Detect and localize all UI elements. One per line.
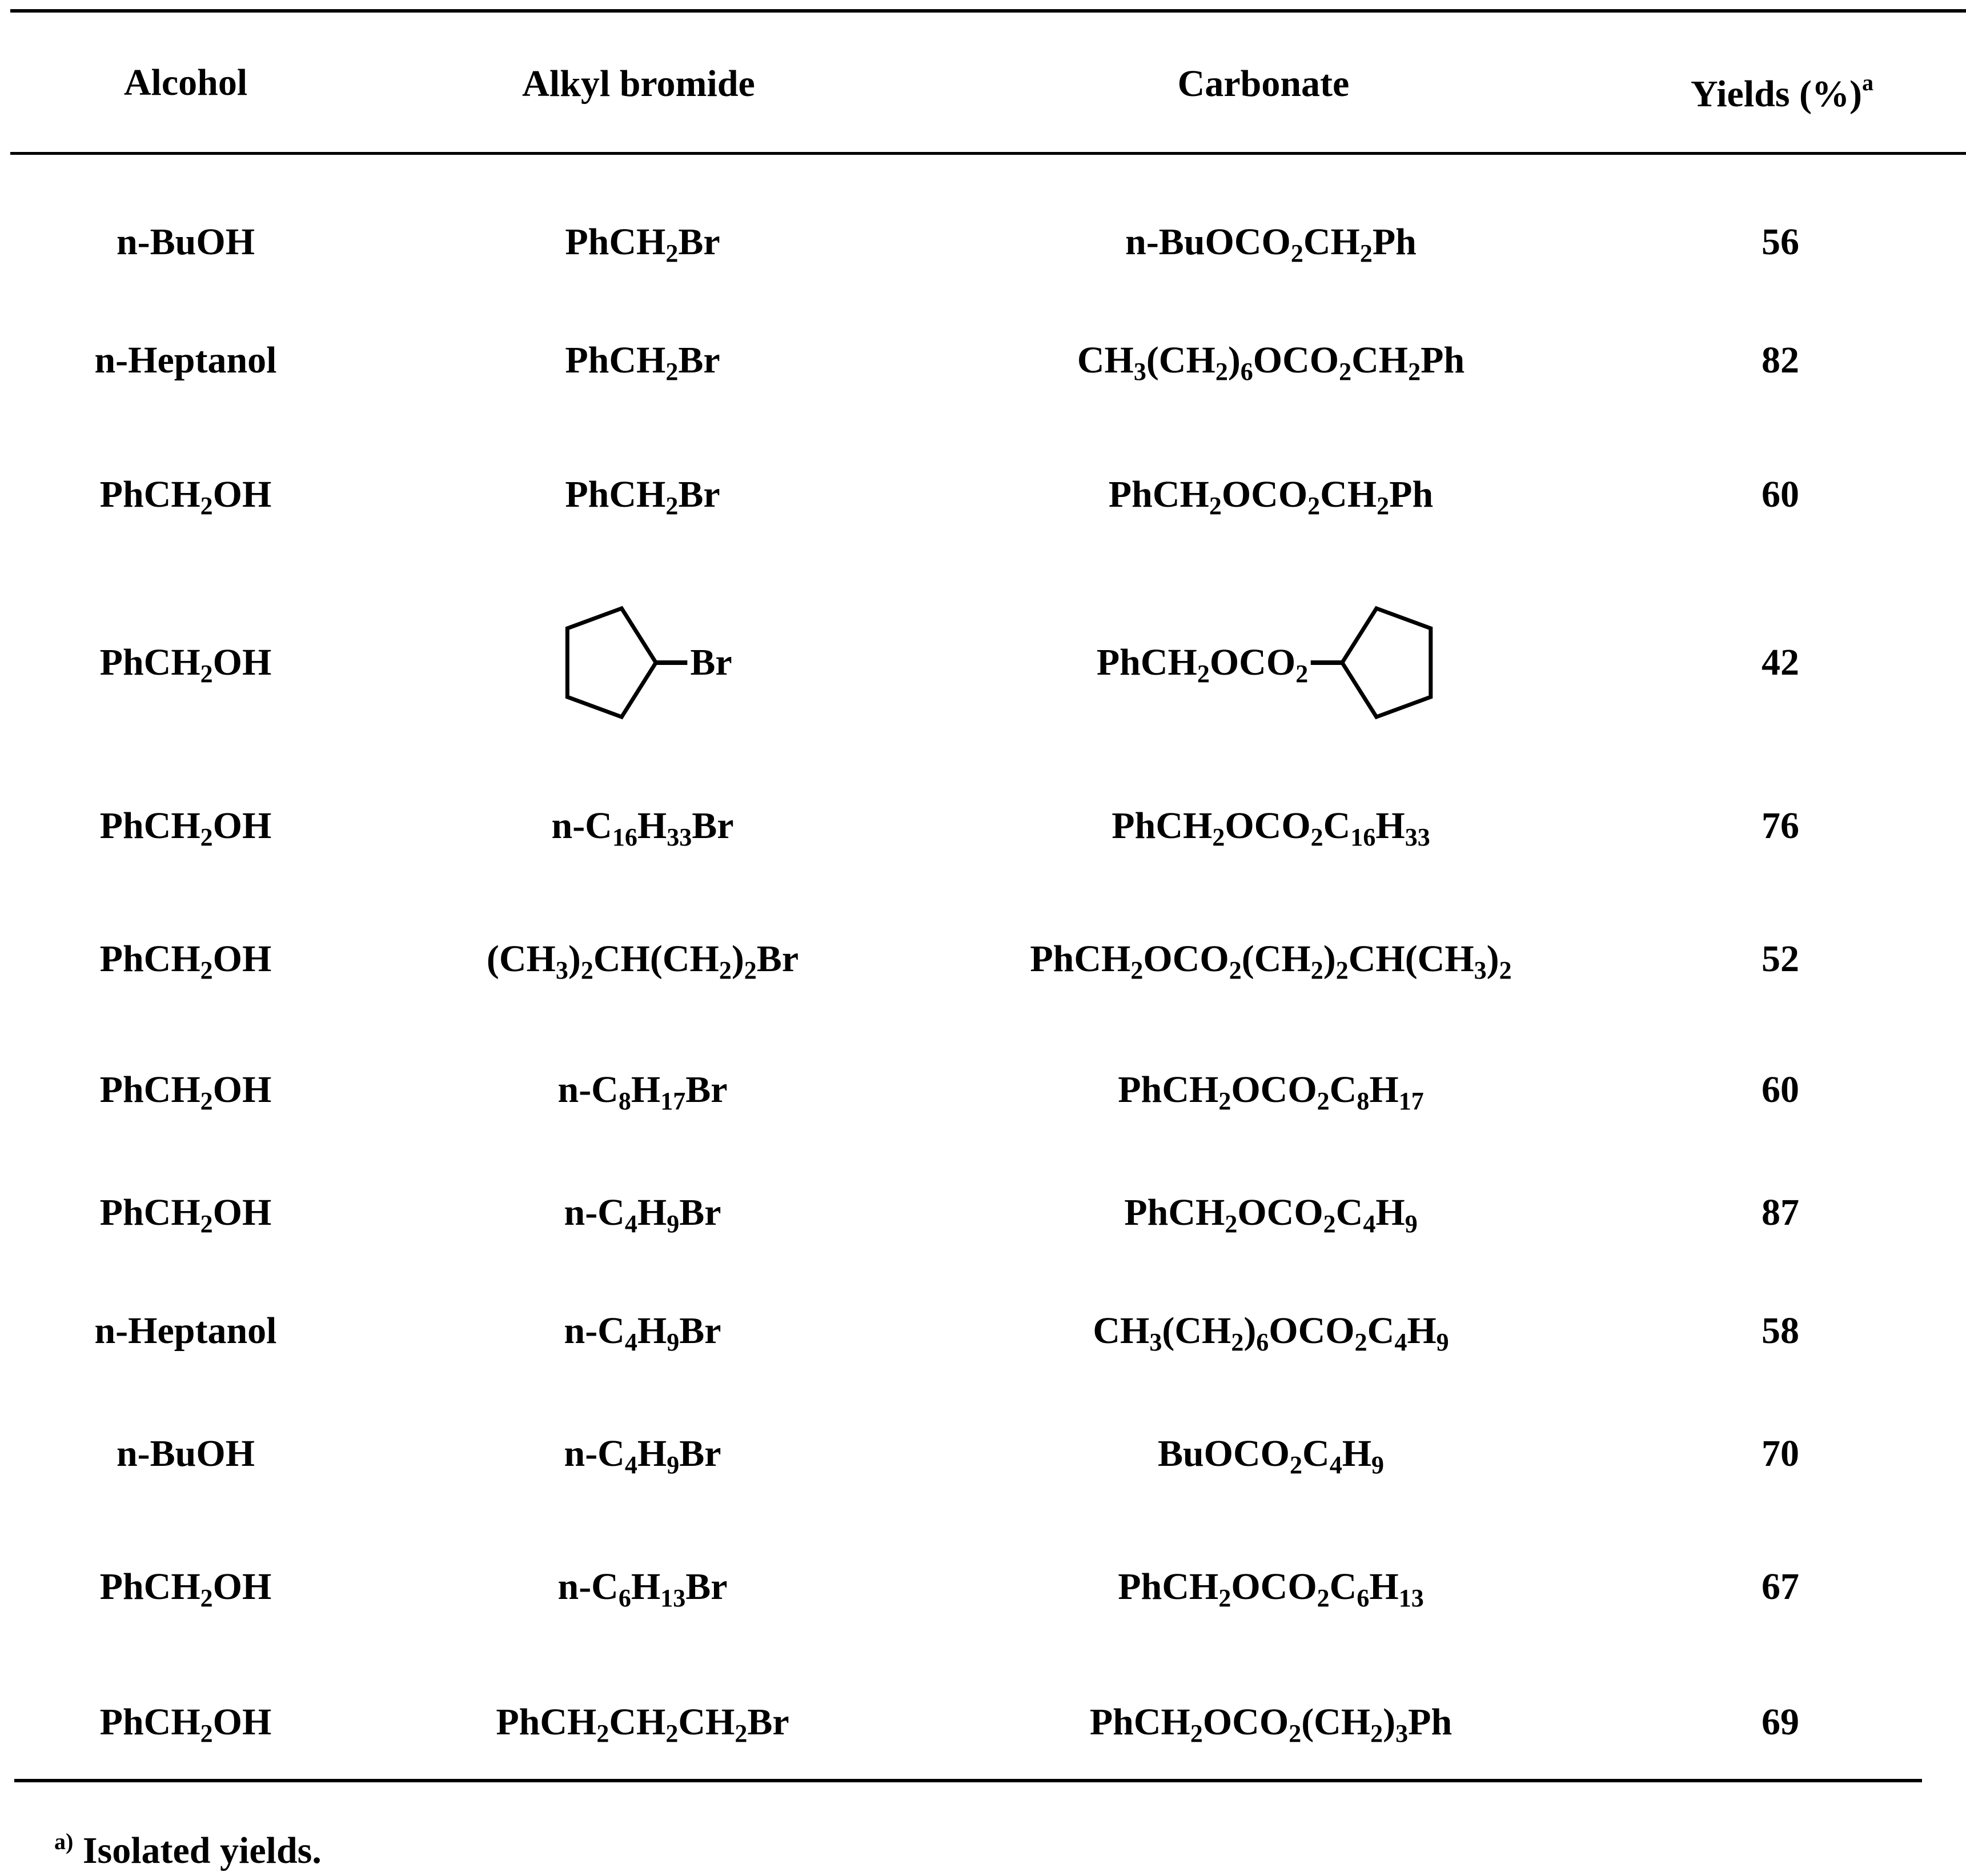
cell-yield: 60 — [1762, 474, 1799, 515]
cell-carbonate — [1118, 1566, 1424, 1613]
cell-yield: 67 — [1762, 1566, 1799, 1608]
formula-text: $PhCH_2OCO_2$ — [1096, 642, 1309, 688]
formula-text: $CH_3(CH_2)_6OCO_2C_4H_9$ — [1093, 1310, 1449, 1357]
cell-alcohol — [117, 223, 255, 261]
formula-text: PhCH$_2$OH — [99, 1192, 272, 1238]
formula-text: $n-C_{16}H_{33}Br$ — [551, 805, 734, 852]
cell-carbonate — [1112, 805, 1430, 852]
header-alcohol: Alcohol — [123, 62, 248, 103]
formula-text: n-BuOH — [116, 221, 255, 263]
cell-yield: 76 — [1762, 805, 1799, 847]
cell-alkyl-bromide — [551, 805, 734, 852]
cell-alcohol — [99, 1701, 272, 1748]
formula-text: $PhCH_2CH_2CH_2Br$ — [496, 1701, 789, 1748]
cell-carbonate — [1089, 1701, 1453, 1748]
cell-alkyl-bromide — [565, 339, 720, 386]
cell-alcohol — [99, 1566, 272, 1613]
cell-yield: 56 — [1762, 221, 1799, 263]
footnote — [54, 1828, 322, 1873]
cell-alkyl-bromide — [557, 1069, 728, 1116]
cell-yield: 69 — [1762, 1701, 1799, 1743]
formula-text: $PhCH_2OCO_2CH_2Ph$ — [1108, 474, 1434, 520]
cell-alcohol — [94, 1312, 276, 1350]
cell-alkyl-bromide — [496, 1701, 789, 1748]
cell-alcohol — [99, 805, 272, 852]
top-rule — [10, 9, 1966, 13]
cell-yield: 70 — [1762, 1433, 1799, 1474]
formula-text: $BuOCO_2C_4H_9$ — [1157, 1433, 1385, 1480]
formula-text: $PhCH_2OCO_2(CH_2)_3Ph$ — [1089, 1701, 1453, 1748]
cell-alkyl-bromide — [553, 600, 732, 725]
formula-text: PhCH$_2$OH — [99, 642, 272, 688]
formula-text: PhCH$_2$OH — [99, 1701, 272, 1748]
cell-alkyl-bromide — [565, 221, 720, 268]
formula-text: PhCH$_2$Br — [565, 474, 720, 520]
formula-text: $n-C_4H_9Br$ — [564, 1310, 721, 1357]
cell-carbonate — [1125, 221, 1417, 268]
cell-carbonate — [1097, 600, 1445, 725]
formula-text: PhCH$_2$Br — [565, 221, 720, 268]
header-yields-note-mark: a — [1862, 70, 1874, 95]
header-carbonate: Carbonate — [1177, 63, 1350, 105]
header-rule — [10, 152, 1966, 155]
formula-text: $n-C_4H_9Br$ — [564, 1192, 721, 1238]
formula-text: PhCH$_2$OH — [99, 938, 272, 985]
cell-alkyl-bromide — [564, 1310, 721, 1357]
cell-yield: 42 — [1762, 642, 1799, 683]
cell-alcohol — [99, 1069, 272, 1116]
cell-alcohol — [99, 642, 272, 688]
formula-text: $n-BuOCO_2CH_2Ph$ — [1125, 221, 1417, 268]
cell-yield: 58 — [1762, 1310, 1799, 1352]
header-yields-label: Yields (%) — [1690, 73, 1863, 115]
cell-alcohol — [117, 1435, 255, 1473]
footnote-mark: a) — [54, 1829, 74, 1854]
formula-text: PhCH$_2$OH — [99, 474, 272, 520]
cell-carbonate — [1108, 474, 1434, 520]
formula-text: $n-C_4H_9Br$ — [564, 1433, 721, 1480]
formula-text: $(CH_3)_2CH(CH_2)_2Br$ — [486, 938, 799, 985]
formula-text: n-BuOH — [116, 1433, 255, 1474]
cell-carbonate — [1118, 1069, 1424, 1116]
cell-alkyl-bromide — [486, 938, 799, 985]
cyclopentyl-ring-icon — [553, 600, 690, 725]
cell-carbonate — [1030, 938, 1512, 985]
formula-text: $n-C_6H_{13}Br$ — [557, 1566, 728, 1613]
header-alkyl-bromide: Alkyl bromide — [522, 63, 755, 105]
cell-carbonate — [1157, 1433, 1385, 1480]
header-yields — [1690, 70, 1874, 115]
cell-alcohol — [99, 474, 272, 520]
bottom-rule — [14, 1779, 1922, 1782]
formula-text: $PhCH_2OCO_2C_6H_{13}$ — [1118, 1566, 1424, 1613]
formula-text: $PhCH_2OCO_2C_8H_{17}$ — [1118, 1069, 1424, 1116]
formula-text: PhCH$_2$Br — [565, 339, 720, 386]
formula-text: $n-C_8H_{17}Br$ — [557, 1069, 728, 1116]
cell-alkyl-bromide — [565, 474, 720, 520]
cyclopentyl-ring-icon — [1308, 600, 1445, 725]
cell-alkyl-bromide — [557, 1566, 728, 1613]
formula-text: Br — [690, 642, 732, 683]
footnote-text: Isolated yields. — [82, 1830, 322, 1871]
cell-alkyl-bromide — [564, 1433, 721, 1480]
formula-text: $PhCH_2OCO_2C_4H_9$ — [1124, 1192, 1418, 1238]
cell-alcohol — [99, 1192, 272, 1238]
cell-carbonate — [1093, 1310, 1449, 1357]
formula-text: PhCH$_2$OH — [99, 1069, 272, 1116]
cell-yield: 87 — [1762, 1192, 1799, 1233]
cell-carbonate — [1077, 339, 1465, 386]
cell-alkyl-bromide — [564, 1192, 721, 1238]
cell-alcohol — [94, 339, 277, 381]
formula-text: n-Heptanol — [94, 339, 277, 381]
cell-alcohol — [99, 938, 272, 985]
formula-text: $PhCH_2OCO_2C_{16}H_{33}$ — [1112, 805, 1430, 852]
formula-text: $CH_3(CH_2)_6OCO_2CH_2Ph$ — [1077, 339, 1465, 386]
cell-yield: 60 — [1762, 1069, 1799, 1111]
cell-yield: 82 — [1762, 339, 1799, 381]
formula-text: $PhCH_2OCO_2(CH_2)_2CH(CH_3)_2$ — [1030, 938, 1512, 985]
formula-text: PhCH$_2$OH — [99, 1566, 272, 1613]
formula-text: n-Heptanol — [94, 1310, 277, 1352]
cell-carbonate — [1124, 1192, 1418, 1238]
cell-yield: 52 — [1762, 938, 1799, 980]
formula-text: PhCH$_2$OH — [99, 805, 272, 852]
